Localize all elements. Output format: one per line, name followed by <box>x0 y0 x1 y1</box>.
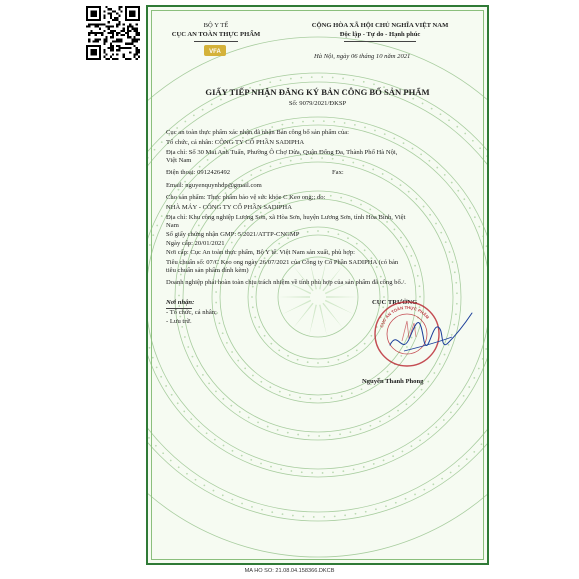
vfa-logo-icon <box>204 45 226 56</box>
responsibility-statement: Doanh nghiệp phải hoàn toàn chịu trách nhiệm về tính phù hợp của sản phẩm đã công bố./. <box>166 279 406 286</box>
standard-line-1: Tiêu chuẩn số: 07/C Keo ong ngày 26/07/2021 của Công ty Cổ Phần SADIPHA (có bản <box>166 259 399 266</box>
dossier-code: MA HO SO: 21.08.04.158366.DKCB <box>244 568 335 574</box>
factory-address-line-1: Địa chỉ: Khu công nghiệp Lương Sơn, xã Hòa Sơn, huyện Lương Sơn, tỉnh Hòa Bình, Việt <box>166 214 406 221</box>
signer-position: CỤC TRƯỞNG <box>372 299 418 306</box>
document-number: Số: 9079/2021/ĐKSP <box>288 100 347 107</box>
recipient-item: - Tổ chức, cá nhân; <box>166 309 217 316</box>
issue-date: Hà Nội, ngày 06 tháng 10 năm 2021 <box>314 53 411 60</box>
recipients-label: Nơi nhận: <box>166 299 195 306</box>
factory-name: NHÀ MÁY - CÔNG TY CỔ PHẦN SADIPHA <box>166 204 292 211</box>
stamp-text: CỤC AN TOÀN THỰC PHẨM <box>378 304 431 329</box>
certificate <box>146 5 489 565</box>
gmp-number: Số giấy chứng nhận GMP: 5/2021/ATTP-CNGMP <box>166 231 300 238</box>
country-name: CỘNG HÒA XÃ HỘI CHỦ NGHĨA VIỆT NAM <box>311 22 449 29</box>
fax: Fax: <box>332 169 344 176</box>
standard-line-2: tiêu chuẩn sản phẩm đính kèm) <box>166 267 249 274</box>
qr-code-graphic <box>86 6 140 60</box>
issuing-authority: Nơi cấp: Cục An toàn thực phẩm, Bộ Y tế. Việt Nam sản xuất, phù hợp: <box>166 249 356 256</box>
department-name: CỤC AN TOÀN THỰC PHẨM <box>171 31 261 38</box>
logo-text: VFA <box>209 49 221 55</box>
national-motto: Độc lập - Tự do - Hạnh phúc <box>339 31 421 38</box>
gmp-date: Ngày cấp: 20/01/2021 <box>166 240 225 247</box>
document-title: GIẤY TIẾP NHẬN ĐĂNG KÝ BẢN CÔNG BỐ SẢN PHẨM <box>205 87 430 97</box>
ministry-name: BỘ Y TẾ <box>203 22 229 29</box>
recipient-item: - Lưu trữ. <box>166 318 192 325</box>
qr-code <box>86 6 140 60</box>
intro-text: Cục an toàn thực phẩm xác nhận đã nhận Bản công bố sản phẩm của: <box>166 129 350 136</box>
signer-name: Nguyễn Thanh Phong <box>362 378 424 385</box>
handwritten-signature-icon <box>378 304 476 369</box>
product: Cho sản phẩm: Thực phẩm bảo vệ sức khỏe C Keo ong;; do: <box>166 194 326 201</box>
email: Email: nguyenquynhdp@gmail.com <box>166 182 262 189</box>
address-line-2: Việt Nam <box>166 157 192 164</box>
phone: Điện thoại: 0912426492 <box>166 169 231 176</box>
organization: Tổ chức, cá nhân: CÔNG TY CỔ PHẦN SADIPHA <box>166 139 305 146</box>
address-line-1: Địa chỉ: Số 30 Mai Anh Tuấn, Phường Ô Chợ Dừa, Quận Đống Đa, Thành Phố Hà Nội, <box>166 149 398 156</box>
factory-address-line-2: Nam <box>166 222 179 229</box>
